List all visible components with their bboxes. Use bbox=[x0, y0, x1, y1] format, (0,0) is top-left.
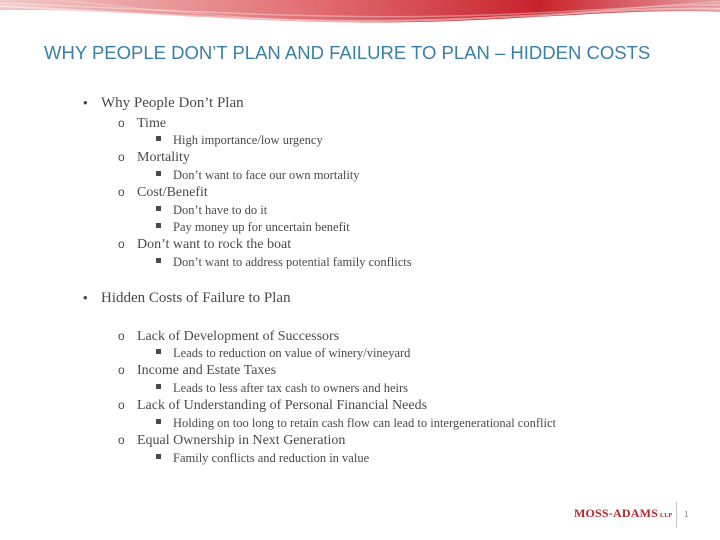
list-detail-text: High importance/low urgency bbox=[173, 133, 323, 147]
list-item-label: Mortality bbox=[137, 150, 190, 165]
square-bullet-icon bbox=[156, 171, 161, 176]
square-bullet-icon bbox=[156, 223, 161, 228]
list-detail-text: Don’t have to do it bbox=[173, 203, 268, 217]
bullet-marker: • bbox=[83, 290, 88, 305]
list-detail-text: Don’t want to face our own mortality bbox=[173, 168, 360, 182]
list-item-label: Cost/Benefit bbox=[137, 185, 208, 200]
bullet-marker: o bbox=[118, 433, 125, 447]
section-heading-text: Hidden Costs of Failure to Plan bbox=[101, 290, 291, 306]
list-item-label: Income and Estate Taxes bbox=[137, 363, 277, 378]
square-bullet-icon bbox=[156, 419, 161, 424]
square-bullet-icon bbox=[156, 136, 161, 141]
bullet-marker: • bbox=[83, 95, 88, 110]
list-detail-text: Leads to reduction on value of winery/vineyard bbox=[173, 346, 411, 360]
list-item-label: Time bbox=[137, 116, 167, 131]
bullet-marker: o bbox=[118, 237, 125, 251]
footer-divider bbox=[676, 502, 677, 528]
list-item-label: Don’t want to rock the boat bbox=[137, 237, 292, 252]
section-heading-text: Why People Don’t Plan bbox=[101, 95, 244, 111]
list-item-label: Lack of Understanding of Personal Financial Needs bbox=[137, 398, 428, 413]
bullet-marker: o bbox=[118, 150, 125, 164]
moss-adams-logo bbox=[574, 506, 672, 521]
logo-suffix: LLP bbox=[660, 513, 673, 519]
logo-text: MOSS-ADAMS bbox=[574, 506, 659, 520]
list-detail-text: Holding on too long to retain cash flow can lead to intergenerational conflict bbox=[173, 416, 556, 430]
list-detail-text: Pay money up for uncertain benefit bbox=[173, 220, 350, 234]
list-detail-text: Don’t want to address potential family conflicts bbox=[173, 255, 412, 269]
bullet-marker: o bbox=[118, 363, 125, 377]
square-bullet-icon bbox=[156, 258, 161, 263]
list-item-label: Equal Ownership in Next Generation bbox=[137, 433, 346, 448]
slide-title: WHY PEOPLE DON’T PLAN AND FAILURE TO PLAN – HIDDEN COSTS bbox=[44, 42, 651, 63]
square-bullet-icon bbox=[156, 349, 161, 354]
square-bullet-icon bbox=[156, 384, 161, 389]
list-detail-text: Leads to less after tax cash to owners and heirs bbox=[173, 381, 408, 395]
bullet-marker: o bbox=[118, 398, 125, 412]
list-item-label: Lack of Development of Successors bbox=[137, 329, 340, 344]
bullet-marker: o bbox=[118, 329, 125, 343]
page-number: 1 bbox=[684, 510, 689, 519]
list-detail-text: Family conflicts and reduction in value bbox=[173, 451, 370, 465]
bullet-marker: o bbox=[118, 116, 125, 130]
square-bullet-icon bbox=[156, 454, 161, 459]
bullet-marker: o bbox=[118, 185, 125, 199]
square-bullet-icon bbox=[156, 206, 161, 211]
header-banner bbox=[0, 0, 720, 26]
